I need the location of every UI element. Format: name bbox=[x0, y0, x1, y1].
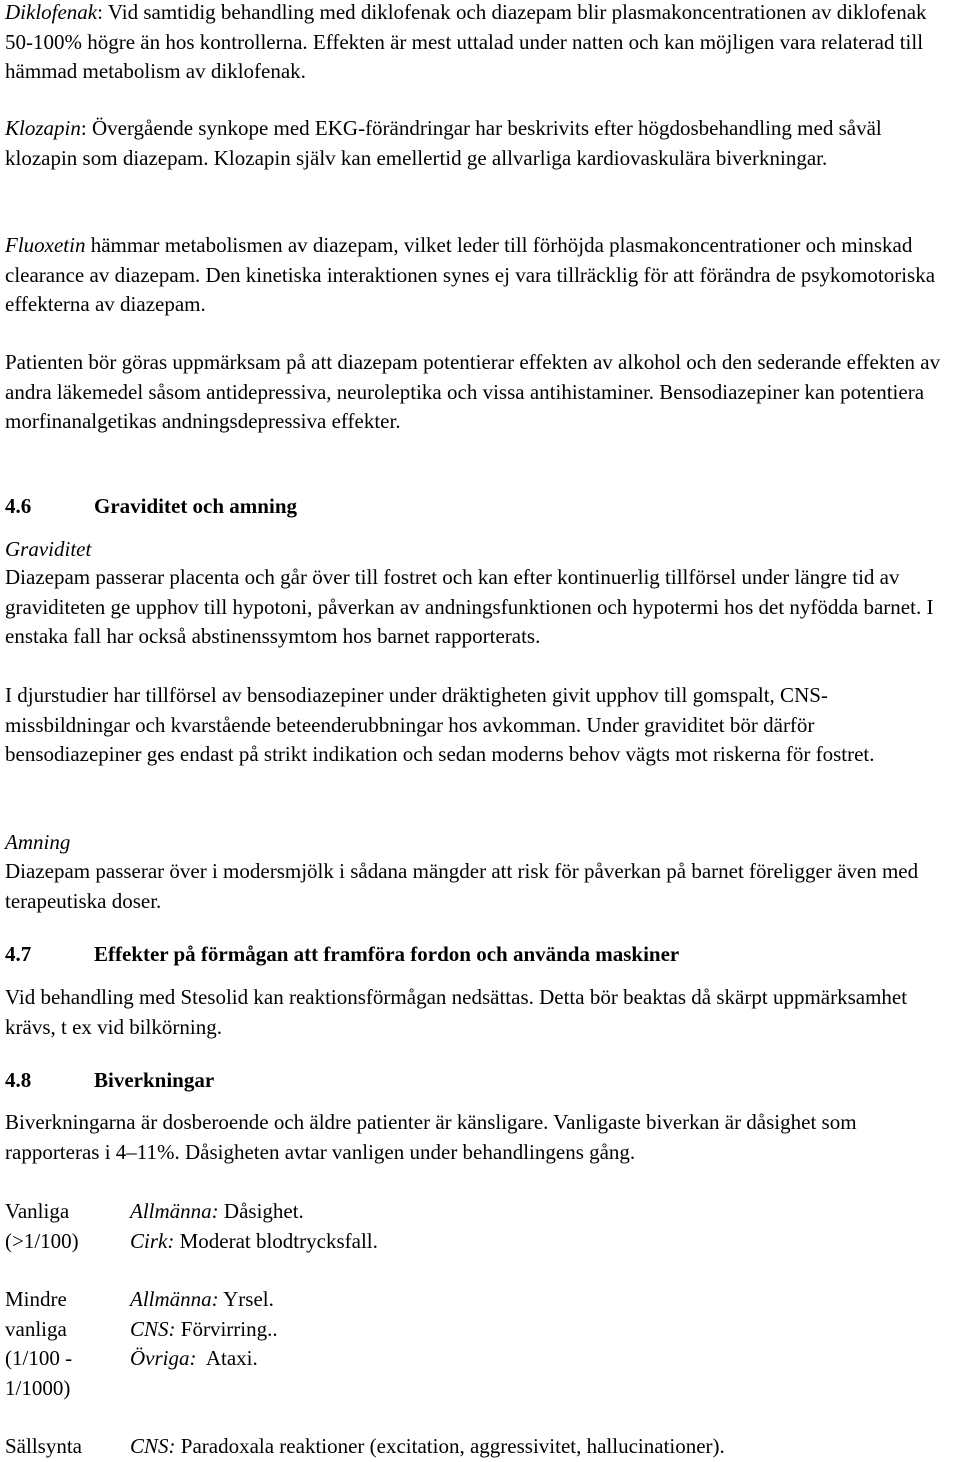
paragraph-klozapin: Klozapin: Övergående synkope med EKG-förändringar har beskrivits efter högdosbehandling med såväl klozapin som diazepam. Klozapin själv kan emellertid ge allvarliga kardiovaskulära biverkningar. bbox=[5, 116, 882, 170]
paragraph-graviditet-1: Diazepam passerar placenta och går över till fostret och kan efter kontinuerlig tillförsel under längre tid av graviditeten ge upphov till hypotoni, påverkan av andningsfunktionen och hypotermi hos det nyfödda barnet. I enstaka fall har också abstinenssymtom hos barnet rapporterats. bbox=[5, 565, 934, 648]
paragraph-amning: Diazepam passerar över i modersmjölk i sådana mängder att risk för påverkan på barnet föreligger även med terapeutiska doser. bbox=[5, 859, 919, 913]
paragraph-graviditet-2: I djurstudier har tillförsel av bensodiazepiner under dräktigheten givit upphov till gomspalt, CNS-missbildningar och kvarstående beteenderubbningar hos avkomman. Under graviditet bör därför bensodiazepiner ges endast på strikt indikation och sedan moderns behov vägts mot riskerna för fostret. bbox=[5, 683, 875, 766]
section-heading-4-8: 4.8 Biverkningar bbox=[5, 1068, 215, 1092]
section-heading-4-7: 4.7 Effekter på förmågan att framföra fordon och använda maskiner bbox=[5, 942, 680, 966]
term-fluoxetin: Fluoxetin bbox=[5, 233, 86, 257]
term-diklofenak: Diklofenak bbox=[5, 0, 98, 24]
paragraph-4-8: Biverkningarna är dosberoende och äldre patienter är känsligare. Vanligaste biverkan är dåsighet som rapporteras i 4–11%. Dåsigheten avtar vanligen under behandlingens gång. bbox=[5, 1110, 857, 1164]
frequency-label: Sällsynta bbox=[5, 1434, 82, 1458]
frequency-entries bbox=[130, 1285, 950, 1374]
frequency-label: Vanliga (>1/100) bbox=[5, 1199, 79, 1253]
paragraph-diklofenak: Diklofenak: Vid samtidig behandling med diklofenak och diazepam blir plasmakoncentrationen av diklofenak 50-100% högre än hos kontrollerna. Effekten är mest uttalad under natten och kan möjligen vara relaterad till hämmad metabolism av diklofenak. bbox=[5, 0, 927, 83]
entry: Allmänna: Yrsel. bbox=[130, 1287, 274, 1311]
entry: CNS: Paradoxala reaktioner (excitation, aggressivitet, hallucinationer). bbox=[130, 1434, 725, 1458]
paragraph-alkohol: Patienten bör göras uppmärksam på att diazepam potentierar effekten av alkohol och den sederande effekten av andra läkemedel såsom antidepressiva, neuroleptika och vissa antihistaminer. Bensodiazepiner kan potentiera morfinanalgetikas andningsdepressiva effekter. bbox=[5, 350, 941, 433]
entry: CNS: Förvirring.. bbox=[130, 1316, 278, 1341]
frequency-entries bbox=[130, 1197, 950, 1256]
subheading-graviditet: Graviditet bbox=[5, 537, 92, 561]
paragraph-fluoxetin: Fluoxetin hämmar metabolismen av diazepam, vilket leder till förhöjda plasmakoncentrationer och minskad clearance av diazepam. Den kinetiska interaktionen synes ej vara tillräcklig för att förändra de psykomotoriska effekterna av diazepam. bbox=[5, 233, 936, 316]
term-klozapin: Klozapin bbox=[5, 116, 81, 140]
subheading-amning: Amning bbox=[5, 830, 71, 854]
entry: Allmänna: Dåsighet. bbox=[130, 1199, 304, 1223]
frequency-entries bbox=[130, 1432, 950, 1462]
paragraph-4-7: Vid behandling med Stesolid kan reaktionsförmågan nedsättas. Detta bör beaktas då skärpt uppmärksamhet krävs, t ex vid bilkörning. bbox=[5, 985, 908, 1039]
section-heading-4-6: 4.6 Graviditet och amning bbox=[5, 494, 297, 518]
frequency-label: Mindre vanliga (1/100 - 1/1000) bbox=[5, 1287, 73, 1400]
entry: Övriga: Ataxi. bbox=[130, 1346, 258, 1370]
entry: Cirk: Moderat blodtrycksfall. bbox=[130, 1228, 378, 1253]
